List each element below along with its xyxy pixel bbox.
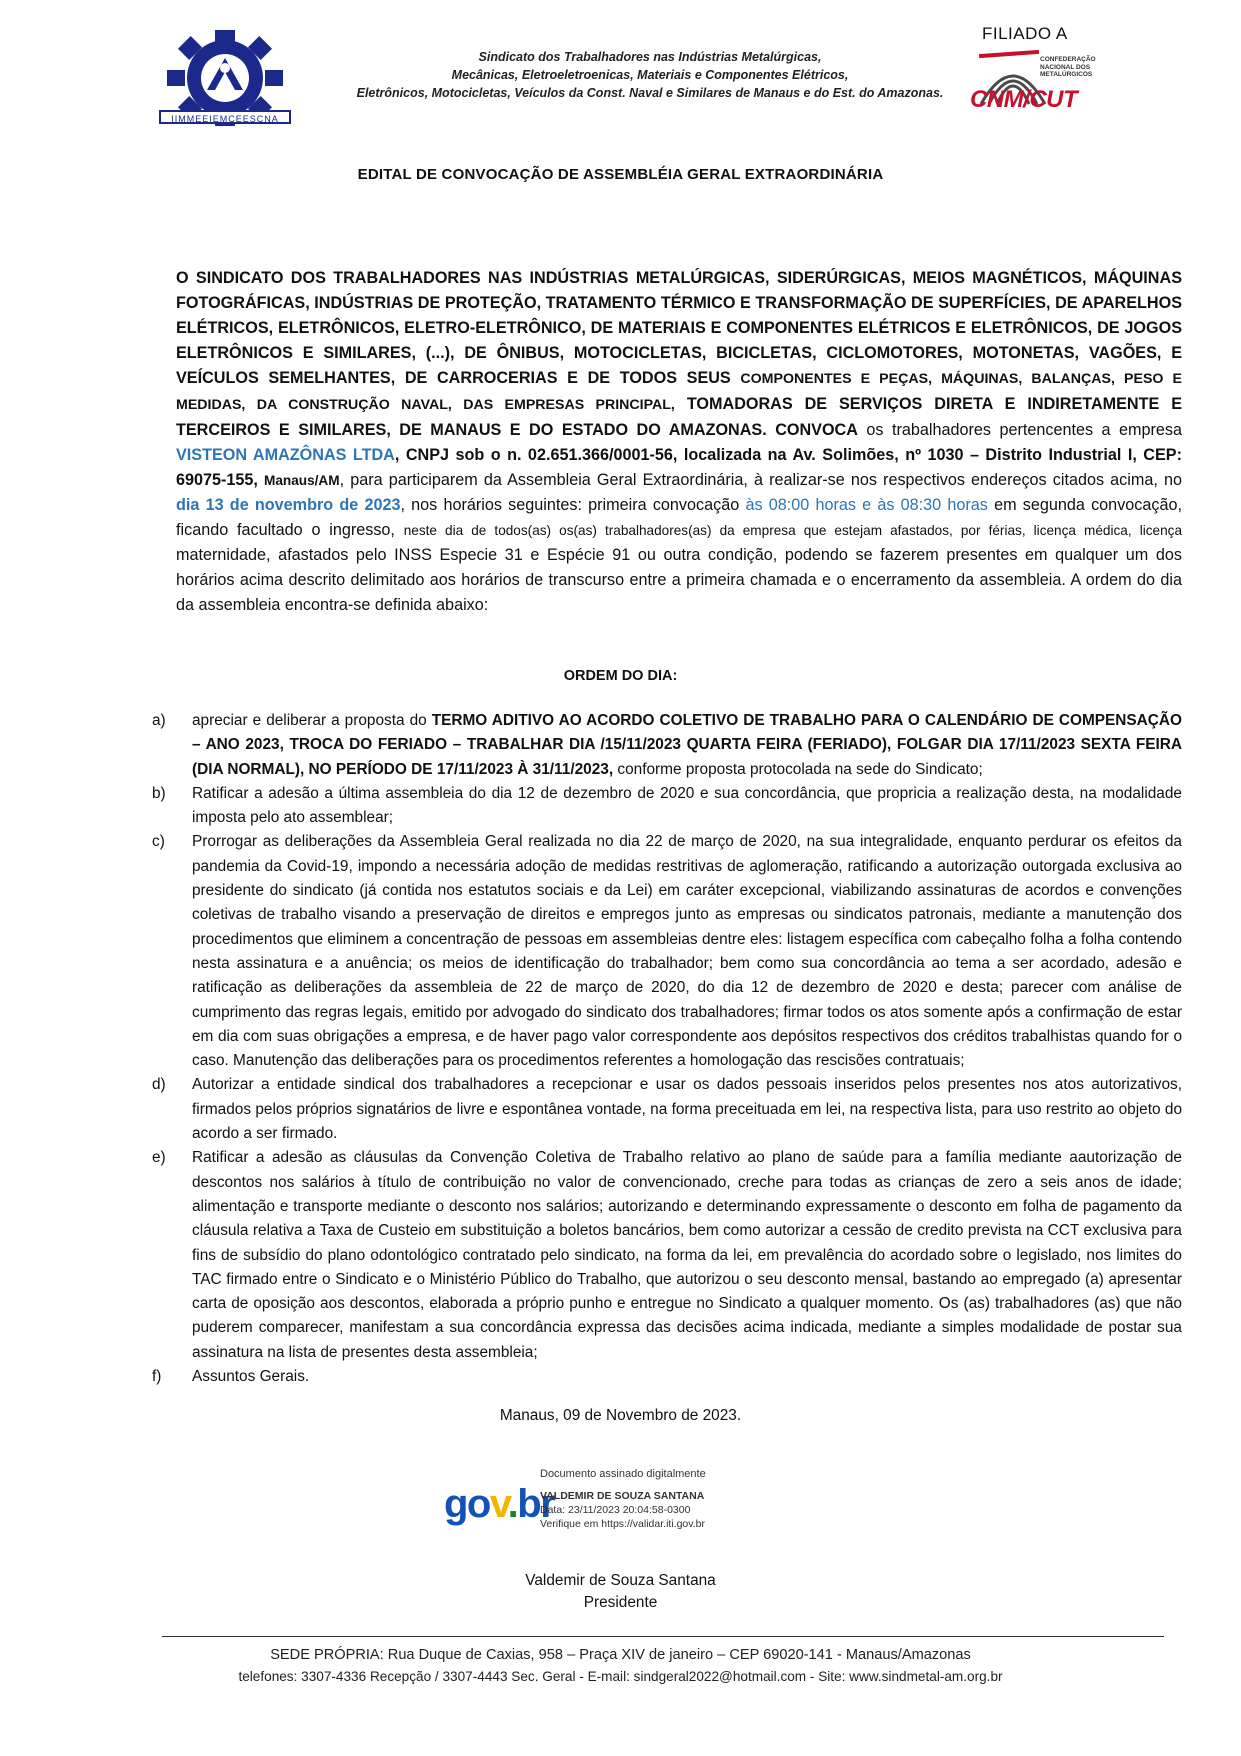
- cnm-cut-text: CNM/CUT: [970, 86, 1078, 113]
- item-label: e): [152, 1149, 166, 1167]
- paragraph-text-small: neste dia de todos(as) os(as) trabalhadores(as) da empresa que estejam afastados, por férias, licença médica, licença: [403, 523, 1183, 538]
- signature-verify-link: Verifique em https://validar.iti.gov.br: [540, 1518, 705, 1530]
- convocation-paragraph: [176, 266, 1182, 618]
- signature-date: Data: 23/11/2023 20:04:58-0300: [540, 1504, 691, 1516]
- agenda-item-b: [152, 782, 1182, 831]
- item-text: Ratificar a adesão a última assembleia do dia 12 de dezembro de 2020 e sua concordância, que propricia a realização desta, na modalidade imposta pelo ato assemblear;: [192, 784, 1182, 827]
- agenda-item-e: [152, 1146, 1182, 1365]
- item-text: Assuntos Gerais.: [192, 1368, 310, 1386]
- footer-divider: [162, 1636, 1164, 1637]
- signer-block: [0, 1570, 1241, 1614]
- item-text: Ratificar a adesão as cláusulas da Convenção Coletiva de Trabalho relativo ao plano de saúde para a família mediante aautorização de descontos nos salários à título de contribuição no valor de convencionado, creche para todas as crianças de zero a seis anos de idade; alimentação e transporte mediante o desconto nos salários; autorizando e determinando expressamente o desconto em folha de pagamento da cláusula relativa a Taxa de Custeio em substituição a boletos bancários, bem como autorizar a cessão de credito prevista na CCT exclusiva para fins de subsídio do plano odontológico contratado pelo sindicato, na forma da lei, em prevalência do acordado sobre o legislado, nos limites do TAC firmado entre o Sindicato e o Ministério Público do Trabalho, que autorizou o seu desconto mensal, bastando ao empregado (a) apresentar carta de oposição aos descontos, elaborada a próprio punho e entregue no Sindicato a qualquer momento. Os (as) trabalhadores (as) que não puderem comparecer, manifestam a sua concordância expressa das decisões acima indicada, mediante a simples modalidade de postar sua assinatura na lista de presentes desta assembleia;: [192, 1149, 1182, 1361]
- govbr-logo-part: go: [444, 1482, 490, 1526]
- govbr-logo-part: .: [507, 1482, 518, 1526]
- item-text: Autorizar a entidade sindical dos trabalhadores a recepcionar e usar os dados pessoais inseridos pelos presentes nos atos autorizativos, firmados pelos próprios signatários de livre e espontânea vontade, na forma preceituada em lei, na respectiva lista, para uso restrito ao objeto do acordo a ser firmado.: [192, 1076, 1182, 1143]
- signer-name: Valdemir de Souza Santana: [525, 1572, 716, 1589]
- ordem-do-dia-title: ORDEM DO DIA:: [563, 668, 678, 684]
- union-name: [330, 48, 970, 102]
- item-label: c): [152, 833, 165, 851]
- govbr-logo: [444, 1484, 554, 1524]
- agenda-item-f: [152, 1365, 1182, 1389]
- company-city: Manaus/AM: [264, 473, 340, 488]
- filiado-label: FILIADO A: [982, 24, 1068, 43]
- footer-contacts: telefones: 3307-4336 Recepção / 3307-4443 Sec. Geral - E-mail: sindgeral2022@hotmail.com - Site: www.sindmetal-am.org.br: [238, 1669, 1003, 1684]
- union-full-name-end: TOMADORAS DE SERVIÇOS DIRETA E INDIRETAMENTE E TERCEIROS E SIMILARES, DE MANAUS E DO ESTADO DO AMAZONAS. CONVOCA: [176, 395, 1183, 439]
- company-address: , CNPJ sob o n. 02.651.366/0001-56, localizada na Av. Solimões, nº 1030 – Distrito Industrial I, CEP: 69075-155,: [176, 446, 1182, 489]
- agenda-item-d: [152, 1073, 1182, 1146]
- agenda-list: [152, 709, 1182, 1389]
- signature-heading: Documento assinado digitalmente: [540, 1468, 706, 1480]
- digital-signature-info: [540, 1467, 706, 1531]
- document-title: EDITAL DE CONVOCAÇÃO DE ASSEMBLÉIA GERAL EXTRAORDINÁRIA: [357, 166, 884, 183]
- paragraph-text: em segunda convocação, ficando facultado o ingresso,: [176, 496, 1182, 539]
- item-label: d): [152, 1076, 166, 1094]
- item-text: conforme proposta protocolada na sede do Sindicato;: [613, 760, 983, 778]
- union-full-name: O SINDICATO DOS TRABALHADORES NAS INDÚSTRIAS METALÚRGICAS, SIDERÚRGICAS, MEIOS MAGNÉTICOS, MÁQUINAS FOTOGRÁFICAS, INDÚSTRIAS DE PROTEÇÃO, TRATAMENTO TÉRMICO E TRANSFORMAÇÃO DE SUPERFÍCIES, DE APARELHOS ELÉTRICOS, ELETRÔNICOS, ELETRO-ELETRÔNICO, DE MATERIAIS E COMPONENTES ELÉTRICOS E ELETRÔNICOS, DE JOGOS ELETRÔNICOS E SIMILARES, (...), DE ÔNIBUS, MOTOCICLETAS, BICICLETAS, CICLOMOTORES, MOTONETAS, VAGÕES, E VEÍCULOS SEMELHANTES, DE CARROCERIAS E DE TODOS SEUS: [176, 269, 1182, 387]
- signer-role: Presidente: [583, 1594, 658, 1611]
- logo-caption: IIMMEEIEMCEESCNA: [159, 110, 291, 124]
- item-label: a): [152, 712, 166, 729]
- item-label: f): [152, 1368, 162, 1386]
- item-text: Prorrogar as deliberações da Assembleia Geral realizada no dia 22 de março de 2020, na sua integralidade, enquanto perdurar os efeitos da pandemia da Covid-19, impondo a necessária adoção de medidas restritivas de aglomeração, ratificando a autorização outorgada exclusiva ao presidente do sindicato (já contida nos estatutos sociais e da Lei) em caráter excepcional, viabilizando assinaturas de acordos e convenções coletivas de trabalho visando a preservação de direitos e empregos junto as empresas ou sindicatos patronais, mediante a manutenção dos procedimentos que eliminem a concentração de pessoas em assembleias dentre eles: listagem específica com cabeçalho folha a folha contendo nesta assinatura e a anuência; os meios de identificação do trabalhador; bem como sua concordância ao tema a ser acordado, adesão e ratificação as deliberações da assembleia de 22 de março de 2020, do dia 12 de dezembro de 2020 e desta; parecer com análise de cumprimento das regras legais, emitido por advogado do sindicato dos trabalhadores; firmar todos os atos somente após a confirmação de estar em dia com suas obrigações a empresa, e de haver pago valor correspondente aos depósitos respectivos dos créditos trabalhistas quando for o caso. Manutenção das deliberações para os procedimentos referentes a homologação das rescisões contratuais;: [192, 833, 1182, 1070]
- union-name-line: Eletrônicos, Motocicletas, Veículos da Const. Naval e Similares de Manaus e do Est. do Amazonas.: [356, 86, 944, 100]
- govbr-logo-part: v: [489, 1482, 508, 1526]
- date-line: Manaus, 09 de Novembro de 2023.: [499, 1407, 742, 1424]
- union-name-line: Sindicato dos Trabalhadores nas Indústrias Metalúrgicas,: [478, 50, 822, 64]
- agenda-item-c: [152, 830, 1182, 1073]
- govbr-logo-part: br: [517, 1482, 555, 1526]
- footer-address: SEDE PRÓPRIA: Rua Duque de Caxias, 958 – Praça XIV de janeiro – CEP 69020-141 - Manaus/Amazonas: [270, 1647, 971, 1663]
- paragraph-text: , nos horários seguintes: primeira convocação: [400, 496, 746, 514]
- footer: [0, 1644, 1241, 1688]
- item-text-bold: TERMO ADITIVO AO ACORDO COLETIVO DE TRABALHO PARA O CALENDÁRIO DE COMPENSAÇÃO – ANO 2023, TROCA DO FERIADO – TRABALHAR DIA /15/11/2023 QUARTA FEIRA (FERIADO), FOLGAR DIA 17/11/2023 SEXTA FEIRA (DIA NORMAL), NO PERÍODO DE 17/11/2023 À 31/11/2023,: [192, 712, 1182, 778]
- agenda-item-a: [152, 709, 1182, 782]
- signature-name: VALDEMIR DE SOUZA SANTANA: [540, 1490, 705, 1502]
- company-name: VISTEON AMAZÔNAS LTDA: [176, 446, 395, 464]
- union-full-name-small: COMPONENTES E PEÇAS, MÁQUINAS, BALANÇAS, PESO E MEDIDAS, DA CONSTRUÇÃO NAVAL, DAS EMPRESAS PRINCIPAL,: [176, 371, 1182, 413]
- item-text: apreciar e deliberar a proposta do: [192, 712, 432, 729]
- paragraph-text: maternidade, afastados pelo INSS Especie 31 e Espécie 91 ou outra condição, podendo se fazerem presentes em qualquer um dos horários acima descrito delimitado aos horários de transcurso entre a primeira chamada e o encerramento da assembleia. A ordem do dia da assembleia encontra-se definida abaixo:: [176, 546, 1182, 614]
- paragraph-text: , para participarem da Assembleia Geral Extraordinária, à realizar-se nos respectivos endereços citados acima, no: [339, 471, 1182, 489]
- item-label: b): [152, 784, 166, 802]
- confederacao-label: CONFEDERAÇÃO NACIONAL DOS METALÚRGICOS: [1040, 56, 1096, 78]
- assembly-times: às 08:00 horas e às 08:30 horas: [745, 496, 988, 514]
- paragraph-text: os trabalhadores pertencentes a empresa: [857, 421, 1183, 439]
- union-name-line: Mecânicas, Eletroeletroenicas, Materiais e Componentes Elétricos,: [451, 68, 849, 82]
- assembly-date: dia 13 de novembro de 2023: [176, 496, 401, 514]
